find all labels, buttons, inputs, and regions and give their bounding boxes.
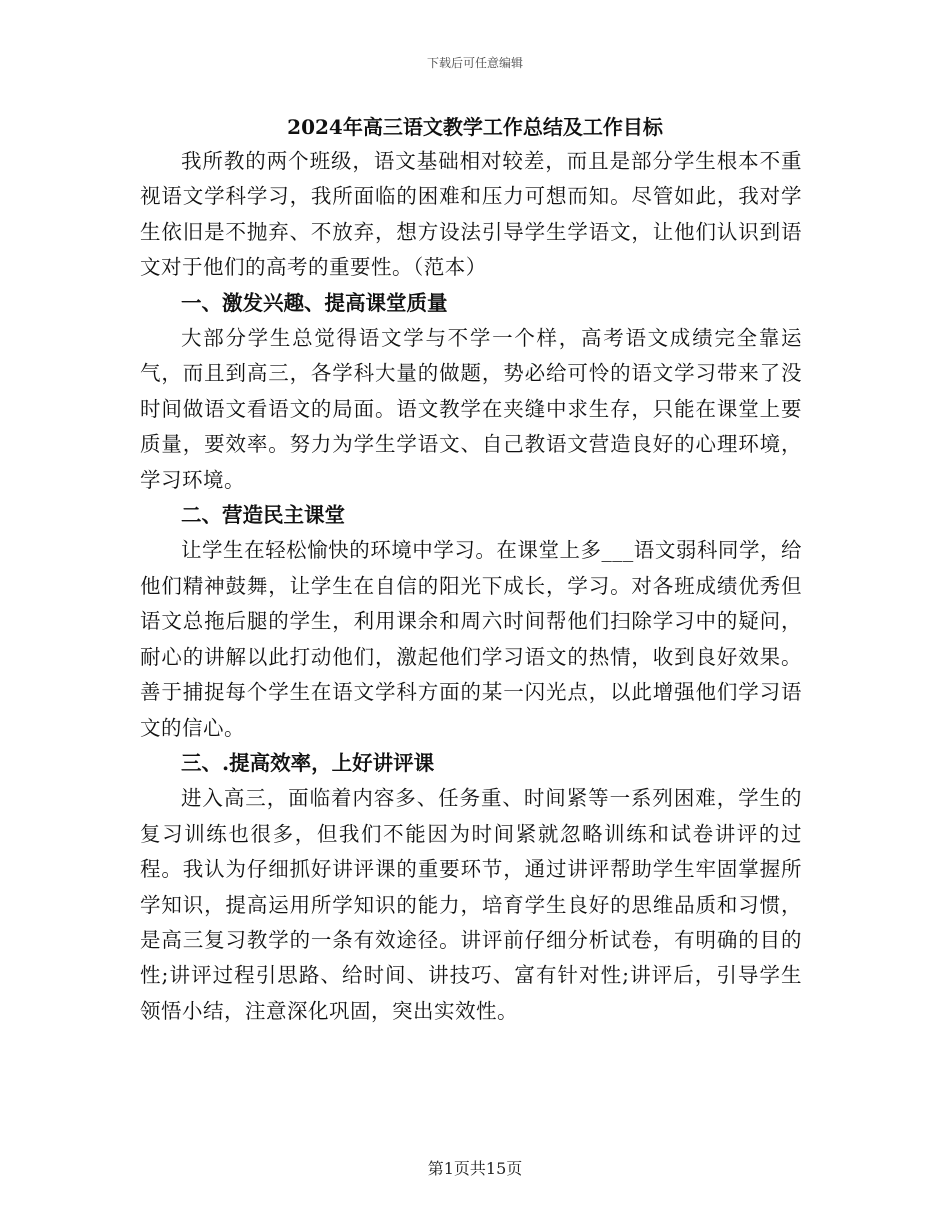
page-number: 第1页共15页: [427, 1159, 523, 1178]
section-2-body: 让学生在轻松愉快的环境中学习。在课堂上多___语文弱科同学，给他们精神鼓舞，让学生在自信的阳光下成长，学习。对各班成绩优秀但语文总拖后腿的学生，利用课余和周六时间帮他们扫除学习中的疑问，耐心的讲解以此打动他们，激起他们学习语文的热情，收到良好效果。善于捕捉每个学生在语文学科方面的某一闪光点，以此增强他们学习语文的信心。: [140, 538, 802, 740]
section-3-body: 进入高三，面临着内容多、任务重、时间紧等一系列困难，学生的复习训练也很多，但我们不能因为时间紧就忽略训练和试卷讲评的过程。我认为仔细抓好讲评课的重要环节，通过讲评帮助学生牢固掌握所学知识，提高运用所学知识的能力，培育学生良好的思维品质和习惯，是高三复习教学的一条有效途径。讲评前仔细分析试卷，有明确的目的性;讲评过程引思路、给时间、讲技巧、富有针对性;讲评后，引导学生领悟小结，注意深化巩固，突出实效性。: [140, 786, 802, 1023]
section-1-body: 大部分学生总觉得语文学与不学一个样，高考语文成绩完全靠运气，而且到高三，各学科大量的做题，势必给可怜的语文学习带来了没时间做语文看语文的局面。语文教学在夹缝中求生存，只能在课堂上要质量，要效率。努力为学生学语文、自己教语文营造良好的心理环境，学习环境。: [140, 326, 802, 492]
document-body: [140, 110, 802, 1029]
section-3-heading: 三、.提高效率，上好讲评课: [181, 750, 435, 775]
section-1-heading: 一、激发兴趣、提高课堂质量: [181, 290, 448, 315]
header-note: 下载后可任意编辑: [426, 56, 523, 70]
section-2-heading: 二、营造民主课堂: [181, 503, 345, 528]
intro-paragraph: 我所教的两个班级，语文基础相对较差，而且是部分学生根本不重视语文学科学习，我所面临的困难和压力可想而知。尽管如此，我对学生依旧是不抛弃、不放弃，想方设法引导学生学语文，让他们认识到语文对于他们的高考的重要性。（范本）: [140, 149, 802, 280]
document-title: 2024年高三语文教学工作总结及工作目标: [287, 115, 663, 139]
